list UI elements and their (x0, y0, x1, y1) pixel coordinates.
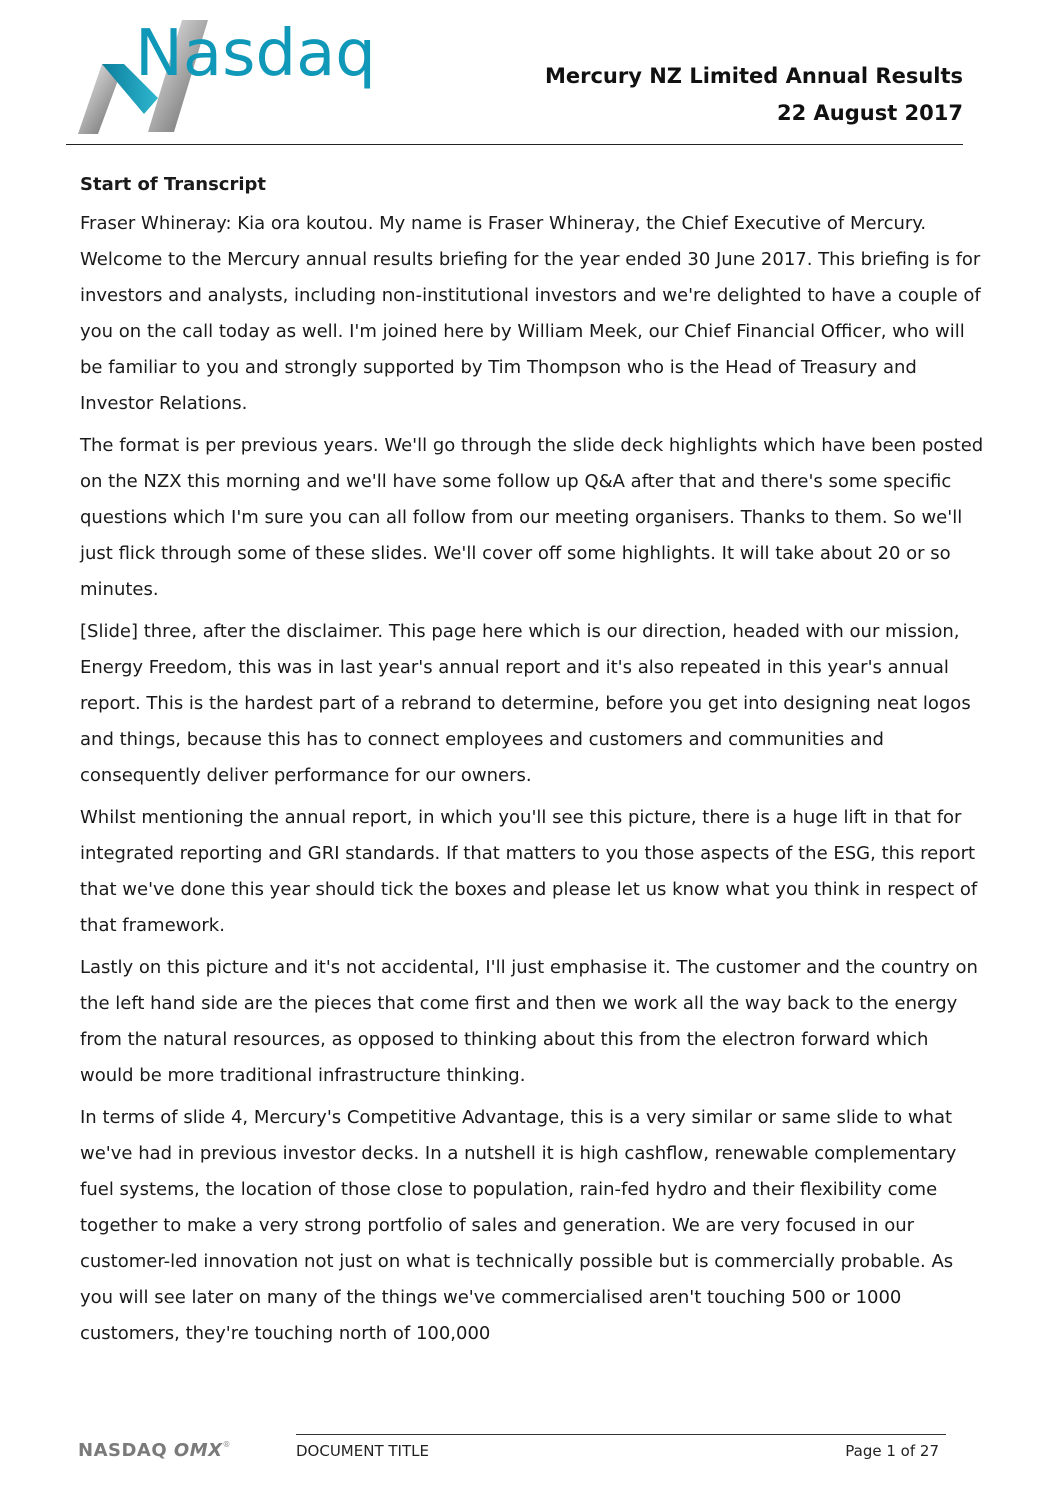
nasdaq-omx-logo (78, 1440, 231, 1461)
page-header (0, 0, 1059, 150)
footer-document-title: DOCUMENT TITLE (296, 1442, 429, 1460)
paragraph: Fraser Whineray: Kia ora koutou. My name is Fraser Whineray, the Chief Executive of Mercury. Welcome to the Mercury annual results briefing for the year ended 30 June 2017. This briefing is for investors and analysts, including non-institutional investors and we're delighted to have a couple of you on the call today as well. I'm joined here by William Meek, our Chief Financial Officer, who will be familiar to you and strongly supported by Tim Thompson who is the Head of Treasury and Investor Relations. (80, 213, 981, 414)
nasdaq-wordmark: Nasdaq (135, 17, 376, 91)
section-heading: Start of Transcript (80, 174, 266, 195)
paragraph: Lastly on this picture and it's not accidental, I'll just emphasise it. The customer and the country on the left hand side are the pieces that come first and then we work all the way back to the energy from the natural resources, as opposed to thinking about this from the electron forward which would be more traditional infrastructure thinking. (80, 957, 978, 1086)
page-number: Page 1 of 27 (845, 1442, 939, 1460)
header-divider (66, 144, 963, 145)
document-date: 22 August 2017 (776, 101, 963, 125)
paragraph: In terms of slide 4, Mercury's Competitive Advantage, this is a very similar or same slide to what we've had in previous investor decks. In a nutshell it is high cashflow, renewable complementary fuel systems, the location of those close to population, rain-fed hydro and their flexibility come together to make a very strong portfolio of sales and generation. We are very focused in our customer-led innovation not just on what is technically possible but is commercially probable. As you will see later on many of the things we've commercialised aren't touching 500 or 1000 customers, they're touching north of 100,000 (80, 1107, 957, 1344)
document-title: Mercury NZ Limited Annual Results (544, 64, 963, 88)
footer-divider (296, 1434, 946, 1435)
footer-logo-sub: OMX (173, 1440, 223, 1461)
transcript-body (80, 170, 985, 1358)
paragraph: Whilst mentioning the annual report, in which you'll see this picture, there is a huge lift in that for integrated reporting and GRI standards. If that matters to you those aspects of the ESG, this report that we've done this year should tick the boxes and please let us know what you think in respect of that framework. (80, 807, 978, 936)
registered-mark: ® (222, 1440, 232, 1449)
footer-logo-main: NASDAQ (78, 1440, 168, 1461)
paragraph: The format is per previous years. We'll go through the slide deck highlights which have been posted on the NZX this morning and we'll have some follow up Q&A after that and there's some specific questions which I'm sure you can all follow from our meeting organisers. Thanks to them. So we'll just flick through some of these slides. We'll cover off some highlights. It will take about 20 or so minutes. (80, 435, 984, 600)
paragraph: [Slide] three, after the disclaimer. This page here which is our direction, headed with our mission, Energy Freedom, this was in last year's annual report and it's also repeated in this year's annual report. This is the hardest part of a rebrand to determine, before you get into designing neat logos and things, because this has to connect employees and customers and communities and consequently deliver performance for our owners. (80, 621, 971, 786)
